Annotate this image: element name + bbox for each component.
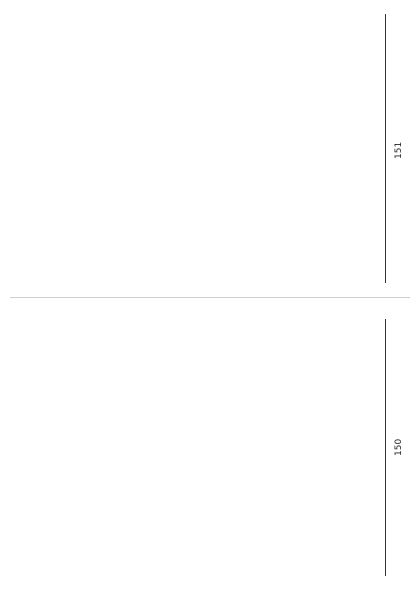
right-paragraph: [40, 18, 50, 271]
right-running-head: [20, 18, 32, 271]
left-page: [0, 297, 420, 594]
left-running-head: [20, 323, 32, 576]
right-paragraph: [117, 18, 127, 271]
right-paragraph: [69, 18, 79, 271]
right-paragraph: [83, 18, 93, 271]
right-paragraph: [131, 18, 141, 271]
left-page-number: 150: [394, 438, 404, 456]
left-footer-rule: [385, 319, 386, 576]
left-paragraph: [40, 323, 50, 576]
right-paragraph: [145, 18, 155, 271]
right-subheading: [102, 18, 113, 271]
left-paragraph: [83, 323, 93, 576]
left-paragraph: [69, 323, 79, 576]
left-paragraph: [54, 323, 64, 576]
right-paragraph: [54, 18, 64, 271]
right-paragraph: [160, 18, 170, 271]
right-footer-rule: [385, 14, 386, 283]
right-page-number: 151: [394, 141, 404, 159]
